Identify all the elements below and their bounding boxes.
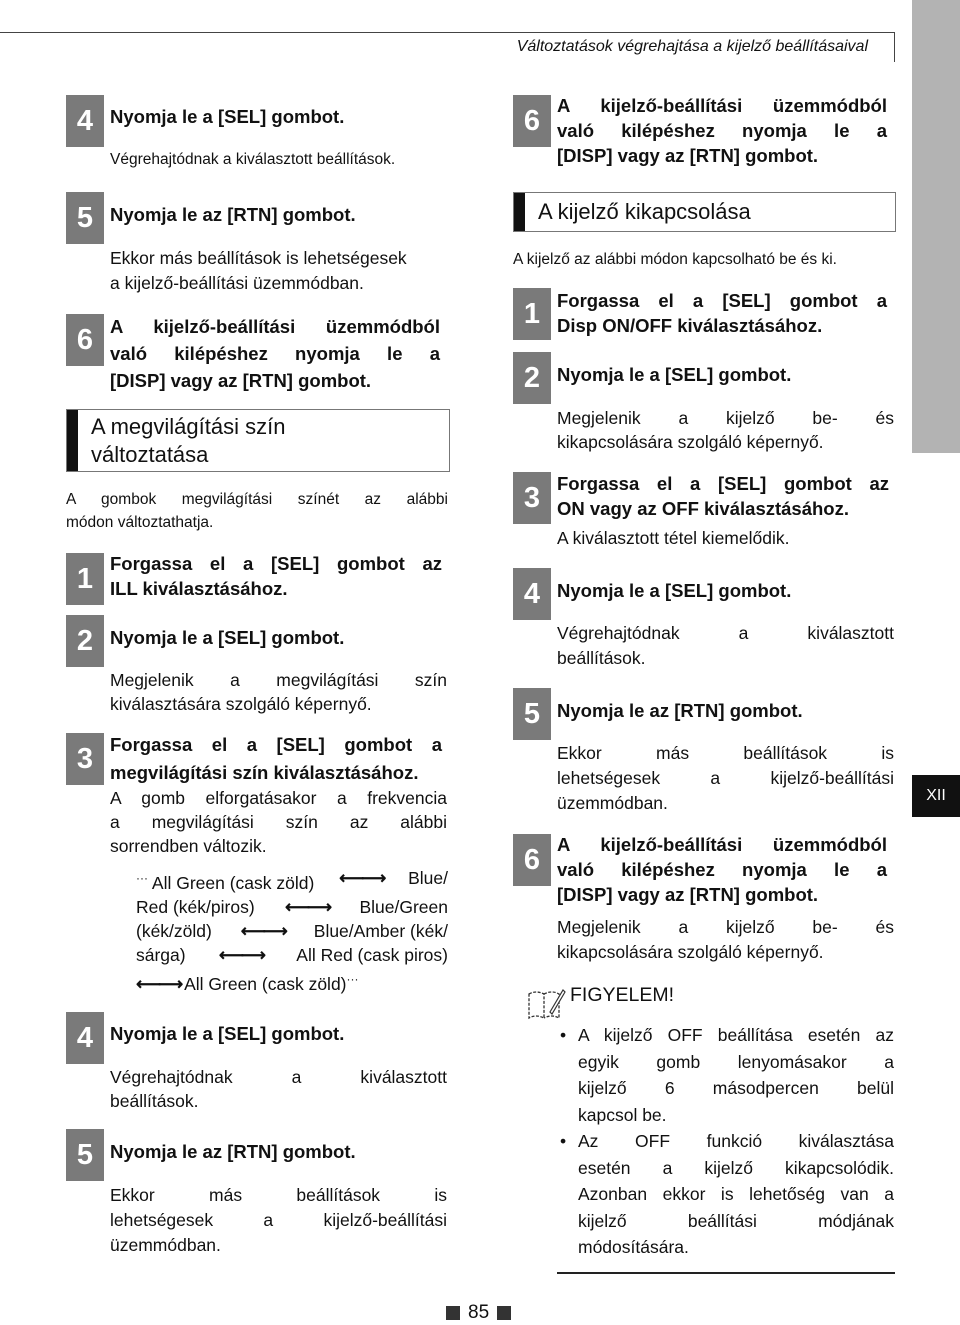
step-body: Ekkor más beállítások is bbox=[110, 1185, 447, 1205]
step-body: kiválasztására szolgáló képernyő. bbox=[110, 694, 372, 714]
step-title: Nyomja le a [SEL] gombot. bbox=[557, 580, 792, 601]
step-body: kikapcsolására szolgáló képernyő. bbox=[557, 432, 824, 452]
step-title: Nyomja le a [SEL] gombot. bbox=[110, 1023, 345, 1044]
note-line: esetén a kijelző kikapcsolódik. bbox=[578, 1157, 894, 1178]
note-line: kapcsol be. bbox=[578, 1104, 667, 1125]
step-title: Nyomja le az [RTN] gombot. bbox=[557, 700, 803, 721]
note-list bbox=[558, 1022, 894, 1261]
sequence-item: sárga) bbox=[136, 944, 186, 965]
page-number: 85 bbox=[468, 1302, 490, 1323]
color-sequence bbox=[136, 866, 448, 996]
step-number: 5 bbox=[513, 688, 551, 740]
step-body: beállítások. bbox=[110, 1091, 199, 1111]
section-bar bbox=[67, 410, 78, 471]
step-title: való kilépéshez nyomja le a bbox=[110, 343, 440, 364]
step-title: Forgassa el a [SEL] gombot az bbox=[557, 473, 889, 494]
running-header: Változtatások végrehajtása a kijelző beállításaival bbox=[516, 38, 868, 55]
notebook-pencil-icon bbox=[526, 986, 566, 1022]
section-title: változtatása bbox=[91, 442, 209, 467]
note-item bbox=[558, 1022, 894, 1128]
side-thumb-tab bbox=[912, 0, 960, 453]
step-body: lehetségesek a kijelző-beállítási bbox=[110, 1210, 447, 1230]
step-title: Nyomja le az [RTN] gombot. bbox=[110, 204, 356, 225]
step-body: üzemmódban. bbox=[557, 793, 668, 813]
double-arrow-icon: ⟵⟶ bbox=[284, 896, 330, 917]
note-item bbox=[558, 1128, 894, 1261]
sequence-item: Blue/Green bbox=[359, 896, 448, 917]
intro-text: A gombok megvilágítási színét az alábbi bbox=[66, 491, 448, 508]
double-arrow-icon: ⟵⟶ bbox=[339, 868, 384, 888]
step-number: 4 bbox=[66, 1012, 104, 1064]
step-title: [DISP] vagy az [RTN] gombot. bbox=[557, 884, 819, 905]
ellipsis: ··· bbox=[346, 971, 359, 986]
sequence-item: All Red (cask piros) bbox=[296, 944, 448, 965]
step-body: Végrehajtódnak a kiválasztott bbox=[110, 1067, 447, 1087]
step-number: 6 bbox=[513, 834, 551, 886]
step-title: Nyomja le a [SEL] gombot. bbox=[110, 106, 345, 127]
step-body: kikapcsolására szolgáló képernyő. bbox=[557, 942, 824, 962]
note-line: módosítására. bbox=[578, 1237, 689, 1257]
step-body: Ekkor más beállítások is bbox=[557, 743, 894, 763]
step-number: 2 bbox=[66, 615, 104, 667]
section-heading-box bbox=[66, 409, 450, 472]
step-body: üzemmódban. bbox=[110, 1235, 221, 1255]
step-title: megvilágítási szín kiválasztásához. bbox=[110, 762, 419, 783]
step-number: 4 bbox=[513, 568, 551, 620]
note-line: kijelző beállítási módjának bbox=[578, 1210, 894, 1231]
step-title: való kilépéshez nyomja le a bbox=[557, 859, 887, 880]
step-body: A kiválasztott tétel kiemelődik. bbox=[557, 528, 790, 548]
step-number: 6 bbox=[66, 314, 104, 366]
note-line: kijelző 6 másodpercen belül bbox=[578, 1078, 894, 1098]
step-title: való kilépéshez nyomja le a bbox=[557, 120, 887, 141]
step-title: Nyomja le az [RTN] gombot. bbox=[110, 1141, 356, 1162]
square-marker-icon bbox=[497, 1306, 511, 1320]
note-line: egyik gomb lenyomásakor a bbox=[578, 1051, 894, 1072]
step-body: A gomb elforgatásakor a frekvencia bbox=[110, 788, 447, 808]
step-number: 1 bbox=[513, 288, 551, 340]
intro-text: módon változtathatja. bbox=[66, 514, 214, 531]
step-number: 4 bbox=[66, 95, 104, 147]
step-body: Megjelenik a kijelző be- és bbox=[557, 408, 894, 428]
note-line: Azonban ekkor is lehetőség van a bbox=[578, 1184, 894, 1204]
sequence-item: Red (kék/piros) bbox=[136, 896, 255, 917]
section-bar bbox=[514, 193, 525, 231]
step-title: Nyomja le a [SEL] gombot. bbox=[110, 627, 345, 648]
double-arrow-icon: ⟵⟶ bbox=[218, 944, 264, 965]
step-title: A kijelző-beállítási üzemmódból bbox=[557, 95, 887, 116]
step-title: [DISP] vagy az [RTN] gombot. bbox=[557, 145, 819, 166]
step-body: a kijelző-beállítási üzemmódban. bbox=[110, 273, 364, 293]
section-heading-box bbox=[513, 192, 896, 232]
step-body: Megjelenik a kijelző be- és bbox=[557, 917, 894, 937]
intro-text: A kijelző az alábbi módon kapcsolható be és ki. bbox=[513, 251, 837, 268]
step-title: [DISP] vagy az [RTN] gombot. bbox=[110, 370, 372, 391]
step-title: A kijelző-beállítási üzemmódból bbox=[557, 834, 887, 855]
note-line: A kijelző OFF beállítása esetén az bbox=[578, 1025, 894, 1045]
double-arrow-icon: ⟵⟶ bbox=[240, 920, 285, 941]
step-body: sorrendben változik. bbox=[110, 836, 267, 856]
step-number: 1 bbox=[66, 553, 104, 605]
ellipsis: ··· bbox=[136, 871, 148, 885]
sequence-item: All Green (cask zöld) bbox=[151, 872, 315, 893]
sequence-item: All Green (cask zöld) bbox=[184, 973, 347, 994]
step-body: Végrehajtódnak a kiválasztott beállítások. bbox=[110, 151, 396, 168]
step-title: Forgassa el a [SEL] gombot a bbox=[110, 734, 442, 755]
square-marker-icon bbox=[446, 1306, 460, 1320]
step-body: Ekkor más beállítások is lehetségesek bbox=[110, 248, 407, 268]
step-number: 2 bbox=[513, 352, 551, 404]
note-title: FIGYELEM! bbox=[570, 984, 675, 1006]
step-title: A kijelző-beállítási üzemmódból bbox=[110, 316, 440, 337]
step-number: 6 bbox=[513, 95, 551, 147]
section-title: A kijelző kikapcsolása bbox=[538, 199, 751, 224]
step-title: Forgassa el a [SEL] gombot az bbox=[110, 553, 442, 574]
note-line: Az OFF funkció kiválasztása bbox=[578, 1131, 894, 1151]
step-body: Végrehajtódnak a kiválasztott bbox=[557, 623, 894, 643]
chapter-tab: XII bbox=[912, 775, 960, 817]
step-body: beállítások. bbox=[557, 648, 646, 668]
bullet-icon: • bbox=[560, 1131, 567, 1151]
step-number: 5 bbox=[66, 192, 104, 244]
double-arrow-icon: ⟵⟶ bbox=[136, 973, 181, 994]
step-body: lehetségesek a kijelző-beállítási bbox=[557, 768, 894, 788]
step-title: ON vagy az OFF kiválasztásához. bbox=[557, 498, 849, 519]
step-title: ILL kiválasztásához. bbox=[110, 578, 288, 599]
sequence-item: (kék/zöld) bbox=[136, 920, 212, 941]
step-body: Megjelenik a megvilágítási szín bbox=[110, 670, 447, 690]
note-end-rule bbox=[557, 1272, 895, 1274]
step-title: Disp ON/OFF kiválasztásához. bbox=[557, 315, 823, 336]
step-number: 3 bbox=[66, 733, 104, 785]
step-title: Nyomja le a [SEL] gombot. bbox=[557, 364, 792, 385]
step-number: 3 bbox=[513, 472, 551, 524]
step-title: Forgassa el a [SEL] gombot a bbox=[557, 290, 887, 311]
page-footer bbox=[446, 1302, 511, 1324]
step-body: a megvilágítási szín az alábbi bbox=[110, 812, 447, 832]
sequence-item: Blue/ bbox=[408, 868, 448, 888]
step-number: 5 bbox=[66, 1129, 104, 1181]
section-title: A megvilágítási szín bbox=[91, 414, 286, 439]
sequence-item: Blue/Amber (kék/ bbox=[313, 920, 448, 941]
bullet-icon: • bbox=[560, 1025, 567, 1045]
